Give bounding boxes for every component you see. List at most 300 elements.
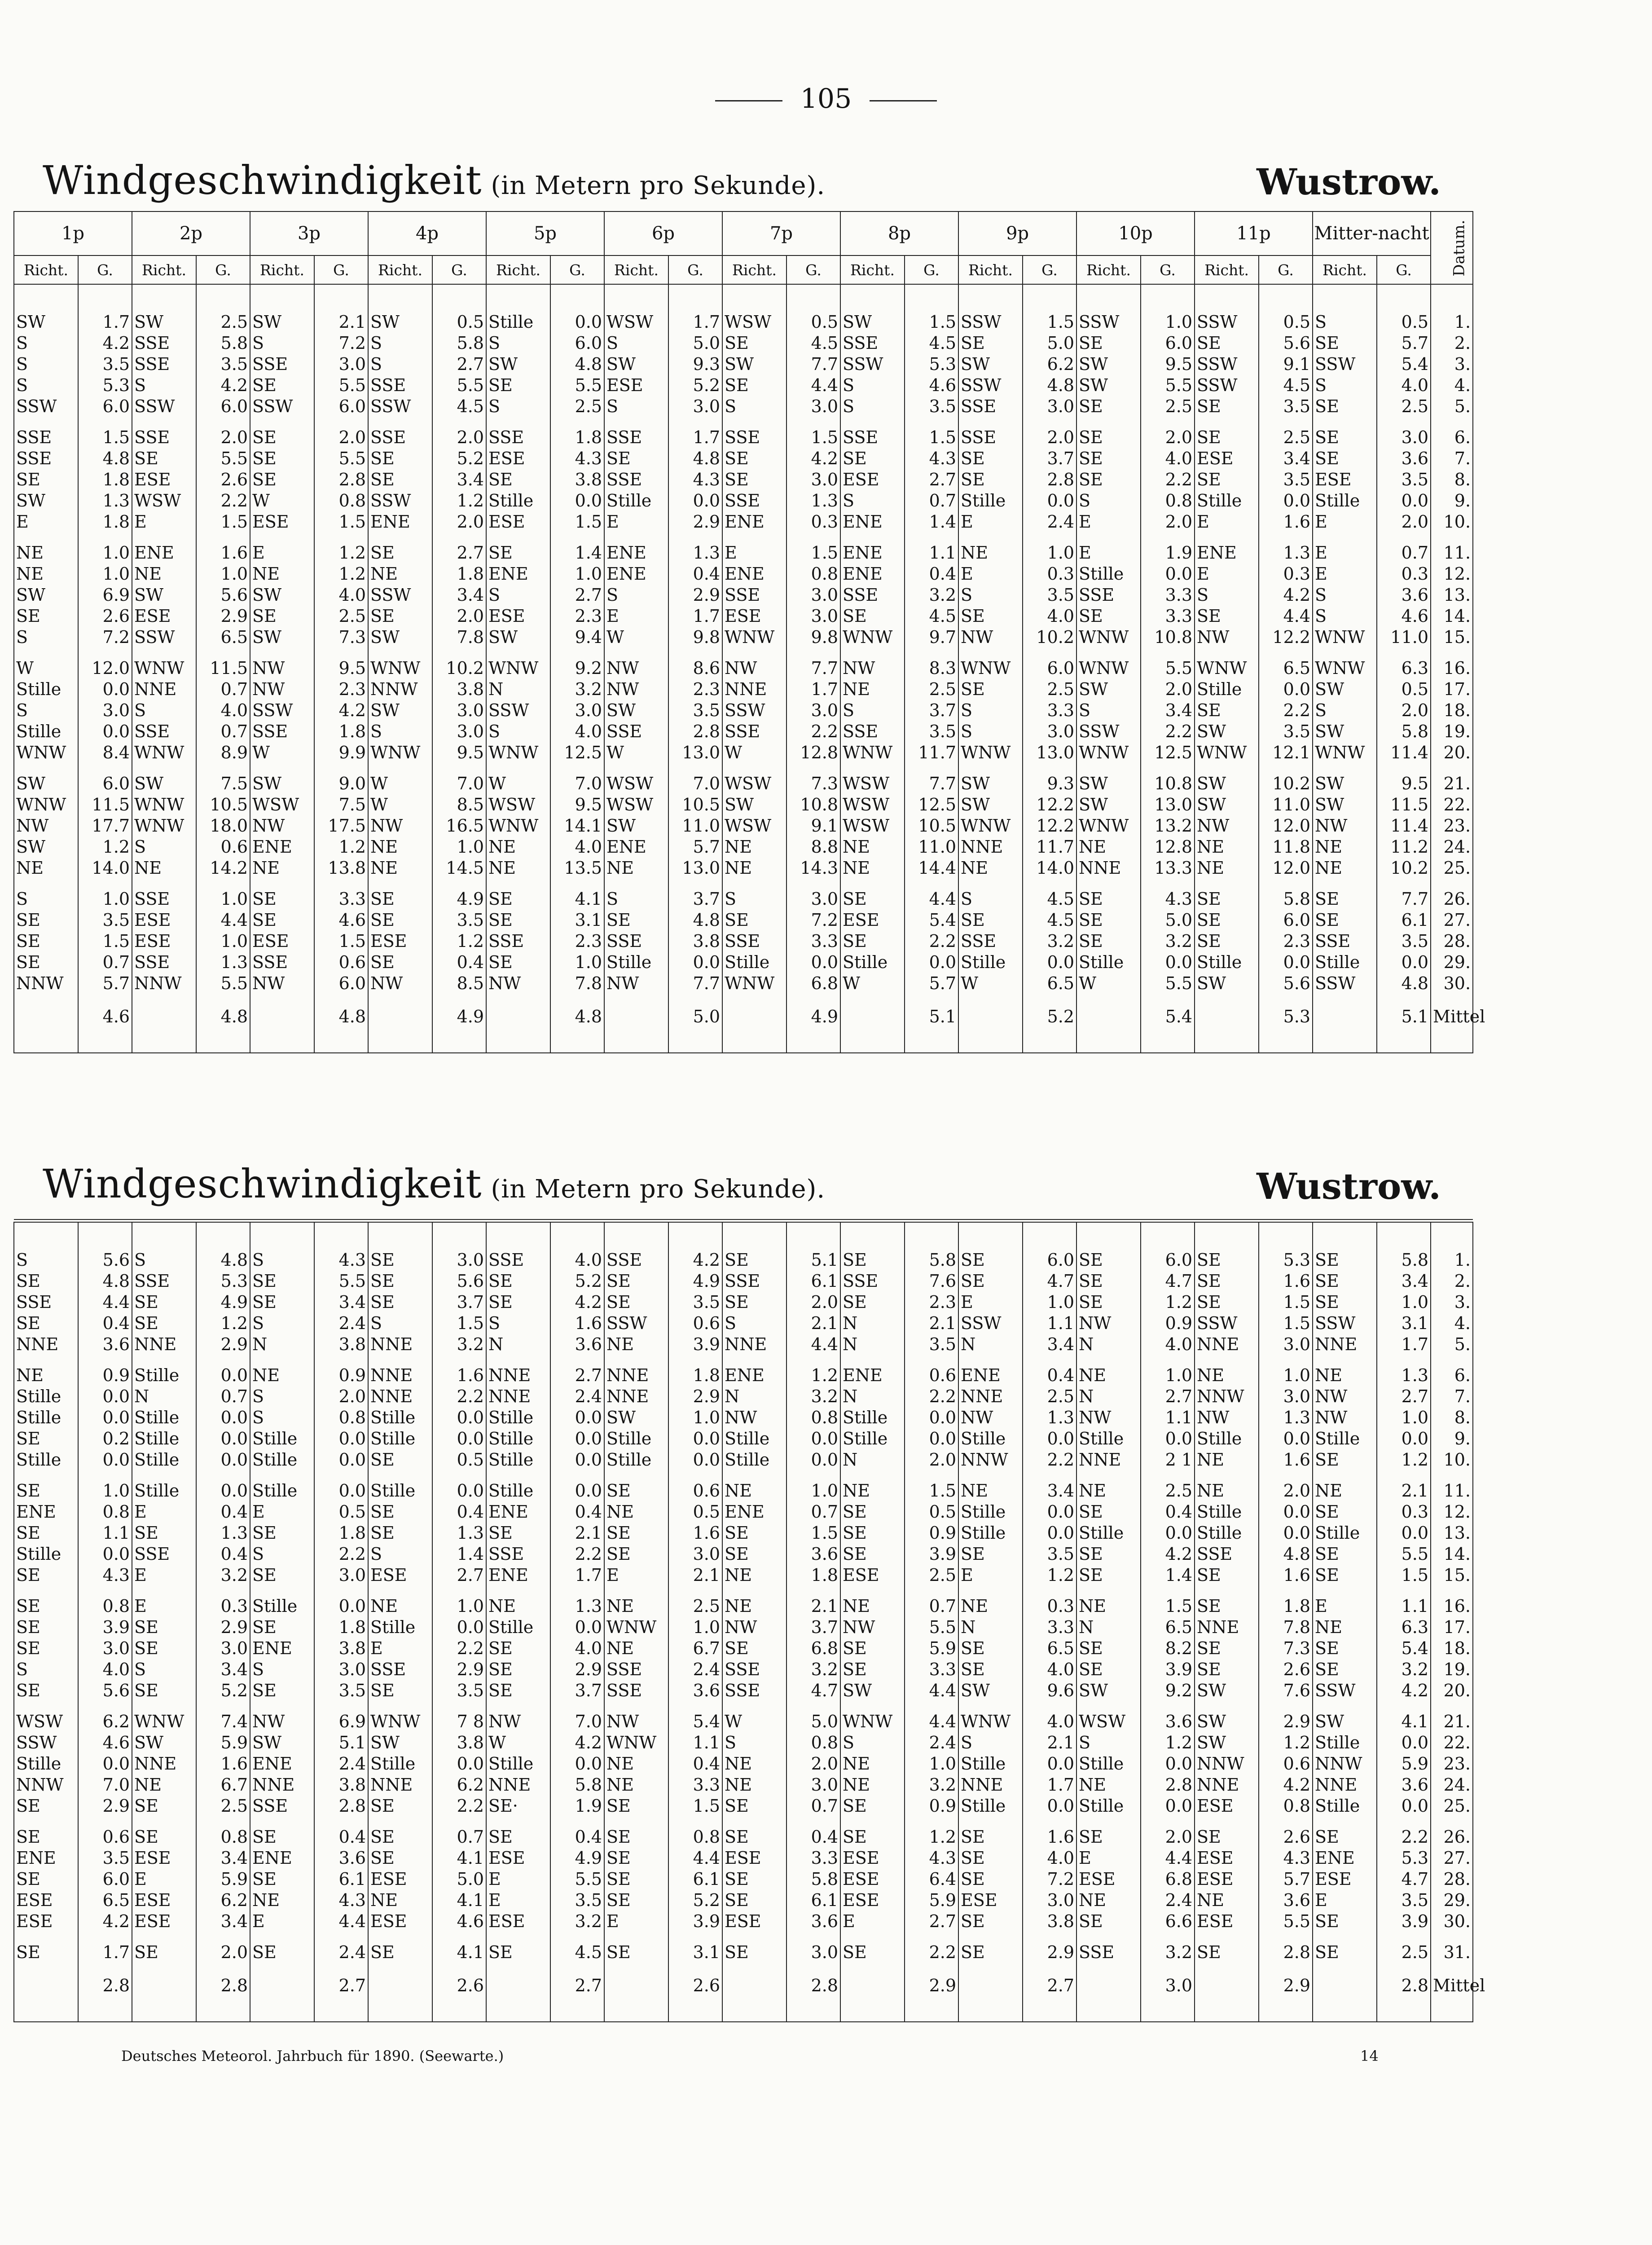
wind-direction: SE (722, 1942, 786, 1963)
wind-direction: NE (722, 858, 786, 879)
wind-direction: Stille (486, 1480, 550, 1501)
wind-direction: SE (368, 1271, 432, 1292)
wind-direction: NNE (368, 1365, 432, 1386)
wind-direction: WNW (1076, 815, 1141, 836)
wind-speed: 5.7 (1377, 333, 1431, 354)
wind-speed: 0.3 (1023, 563, 1076, 585)
wind-speed: 0.7 (196, 679, 250, 700)
wind-direction: ESE (132, 606, 196, 627)
wind-speed: 3.1 (550, 910, 604, 931)
wind-speed: 3.0 (786, 585, 840, 606)
wind-direction: ENE (14, 1501, 78, 1523)
wind-speed: 3.4 (196, 1659, 250, 1680)
date-cell: 31. (1431, 1942, 1473, 1963)
wind-speed: 2.1 (668, 1565, 722, 1586)
wind-speed: 3.5 (432, 910, 486, 931)
wind-direction: SSW (722, 700, 786, 721)
wind-speed: 5.5 (1259, 1911, 1313, 1932)
wind-direction: NW (1313, 815, 1377, 836)
wind-speed: 2.7 (905, 469, 958, 490)
wind-speed: 1.0 (196, 563, 250, 585)
wind-direction: SE (368, 542, 432, 563)
date-cell: 4. (1431, 375, 1473, 396)
wind-speed: 6.5 (196, 627, 250, 648)
table-row (14, 973, 1473, 994)
wind-direction: SE (250, 1565, 314, 1586)
wind-speed: 3.6 (1377, 1774, 1431, 1796)
wind-direction: ESE (250, 931, 314, 952)
wind-direction: SW (368, 627, 432, 648)
wind-speed: 3.5 (1259, 396, 1313, 417)
wind-speed: 2.9 (1259, 1711, 1313, 1732)
date-cell: 24. (1431, 1774, 1473, 1796)
wind-direction: SE (722, 1638, 786, 1659)
wind-speed: 6.0 (314, 396, 368, 417)
mittel-value: 4.9 (786, 994, 840, 1039)
table1-title: Windgeschwindigkeit (in Metern pro Sekunde). (43, 157, 826, 203)
wind-direction: SE (132, 1313, 196, 1334)
wind-direction: SW (14, 490, 78, 511)
wind-direction: WNW (1195, 742, 1259, 763)
wind-speed: 3.2 (905, 1774, 958, 1796)
mittel-value: 5.0 (668, 994, 722, 1039)
wind-direction: SSE (722, 1271, 786, 1292)
wind-direction: SE (14, 1869, 78, 1890)
wind-speed: 7.3 (786, 773, 840, 794)
wind-direction: WNW (132, 1711, 196, 1732)
wind-direction: NNE (1195, 1774, 1259, 1796)
wind-speed: 2.4 (314, 1313, 368, 1334)
wind-direction: ESE (840, 469, 905, 490)
wind-direction: SE (840, 1501, 905, 1523)
wind-direction: SE (486, 910, 550, 931)
date-cell: 2. (1431, 1271, 1473, 1292)
wind-speed: 12.5 (905, 794, 958, 815)
wind-direction: SSW (368, 585, 432, 606)
wind-direction: Stille (132, 1449, 196, 1470)
wind-direction: Stille (1195, 679, 1259, 700)
table-row (14, 858, 1473, 879)
wind-speed: 4.1 (432, 1942, 486, 1963)
date-cell: 1. (1431, 1250, 1473, 1271)
wind-speed: 9.6 (1023, 1680, 1076, 1701)
wind-direction: NW (604, 1711, 668, 1732)
wind-direction: Stille (486, 490, 550, 511)
wind-direction: SE (1195, 1271, 1259, 1292)
wind-direction: SE (958, 606, 1023, 627)
wind-speed: 4.7 (1023, 1271, 1076, 1292)
wind-direction: NE (958, 542, 1023, 563)
wind-speed: 1.5 (668, 1796, 722, 1817)
wind-speed: 4.8 (1023, 375, 1076, 396)
wind-direction: SE (840, 448, 905, 469)
wind-speed: 2.1 (905, 1313, 958, 1334)
wind-direction: S (722, 1313, 786, 1334)
wind-speed: 0.0 (78, 721, 132, 742)
wind-direction: SW (250, 1732, 314, 1753)
group-gap (14, 417, 1473, 427)
wind-direction: ENE (840, 542, 905, 563)
wind-speed: 7.4 (196, 1711, 250, 1732)
wind-speed: 2.0 (1141, 679, 1195, 700)
wind-direction: Stille (840, 1428, 905, 1449)
table-row (14, 889, 1473, 910)
wind-direction: E (1076, 1848, 1141, 1869)
hour-header: 6p (604, 211, 722, 255)
wind-direction: NW (1076, 1407, 1141, 1428)
wind-speed: 5.4 (1377, 354, 1431, 375)
wind-direction: WSW (722, 312, 786, 333)
wind-direction: SW (250, 627, 314, 648)
wind-direction: SE (840, 1544, 905, 1565)
wind-direction: SE (604, 1523, 668, 1544)
wind-direction: SE (250, 448, 314, 469)
wind-speed: 3.0 (786, 469, 840, 490)
wind-speed: 9.7 (905, 627, 958, 648)
wind-direction: W (486, 1732, 550, 1753)
wind-direction: SE (604, 1942, 668, 1963)
wind-speed: 2.7 (1377, 1386, 1431, 1407)
wind-direction: SE (604, 1796, 668, 1817)
wind-speed: 11.0 (1259, 794, 1313, 815)
wind-direction: SSE (486, 1250, 550, 1271)
wind-speed: 7.6 (1259, 1680, 1313, 1701)
g-header: G. (432, 255, 486, 284)
wind-speed: 1.2 (78, 836, 132, 858)
wind-speed: 6.3 (1377, 1617, 1431, 1638)
wind-direction: SW (722, 354, 786, 375)
wind-direction: SE (14, 910, 78, 931)
wind-direction: Stille (1076, 563, 1141, 585)
wind-direction: SW (1195, 773, 1259, 794)
wind-direction: S (840, 700, 905, 721)
wind-speed: 1.3 (1259, 1407, 1313, 1428)
wind-direction: SSE (604, 1680, 668, 1701)
wind-direction: NE (250, 1365, 314, 1386)
wind-speed: 6.2 (1023, 354, 1076, 375)
wind-speed: 0.0 (1259, 1523, 1313, 1544)
wind-speed: 4.8 (668, 910, 722, 931)
wind-speed: 4.5 (786, 333, 840, 354)
wind-direction: SE (722, 1796, 786, 1817)
wind-direction: Stille (486, 312, 550, 333)
wind-direction: SW (840, 312, 905, 333)
wind-speed: 6.6 (1141, 1911, 1195, 1932)
wind-direction: NNE (14, 1334, 78, 1355)
group-gap (14, 1932, 1473, 1942)
table2-station: Wustrow. (1257, 1165, 1441, 1207)
wind-speed: 3.2 (196, 1565, 250, 1586)
wind-direction: E (1313, 511, 1377, 533)
wind-speed: 5.9 (905, 1890, 958, 1911)
wind-speed: 0.0 (78, 679, 132, 700)
wind-direction: S (486, 585, 550, 606)
date-cell: 10. (1431, 511, 1473, 533)
wind-speed: 4.3 (905, 1848, 958, 1869)
table-row (14, 952, 1473, 973)
wind-speed: 2.9 (668, 511, 722, 533)
wind-direction: NE (840, 1774, 905, 1796)
wind-direction: Stille (14, 721, 78, 742)
wind-speed: 4.2 (786, 448, 840, 469)
wind-speed: 4.3 (905, 448, 958, 469)
wind-speed: 4.9 (668, 1271, 722, 1292)
wind-speed: 0.0 (550, 1480, 604, 1501)
wind-direction: Stille (132, 1480, 196, 1501)
wind-direction: SE (132, 1796, 196, 1817)
wind-speed: 9.5 (432, 742, 486, 763)
wind-speed: 10.8 (786, 794, 840, 815)
g-header: G. (196, 255, 250, 284)
wind-direction: SE (368, 1501, 432, 1523)
wind-speed: 5.1 (314, 1732, 368, 1753)
wind-direction: SE (958, 1638, 1023, 1659)
wind-speed: 13.5 (550, 858, 604, 879)
wind-speed: 3.2 (1141, 1942, 1195, 1963)
wind-direction: SW (132, 585, 196, 606)
wind-speed: 0.6 (668, 1480, 722, 1501)
wind-direction: SSE (604, 427, 668, 448)
wind-direction: ESE (840, 1848, 905, 1869)
date-cell: 9. (1431, 1428, 1473, 1449)
mittel-value: 2.7 (1023, 1963, 1076, 2008)
wind-speed: 4.0 (550, 1250, 604, 1271)
wind-direction: WNW (840, 742, 905, 763)
date-cell: 27. (1431, 1848, 1473, 1869)
wind-speed: 1.2 (196, 1313, 250, 1334)
wind-speed: 1.3 (1023, 1407, 1076, 1428)
wind-speed: 0.8 (786, 1407, 840, 1428)
wind-direction: SSE (604, 469, 668, 490)
wind-speed: 6.9 (78, 585, 132, 606)
wind-speed: 14.2 (196, 858, 250, 879)
wind-direction: NNE (722, 679, 786, 700)
wind-direction: SE (14, 931, 78, 952)
wind-direction: E (1313, 563, 1377, 585)
wind-direction: NNW (14, 973, 78, 994)
wind-direction: S (14, 375, 78, 396)
wind-speed: 2.4 (668, 1659, 722, 1680)
wind-direction: SSE (486, 931, 550, 952)
wind-direction: SE (1195, 1292, 1259, 1313)
wind-speed: 0.5 (432, 312, 486, 333)
wind-direction: SSW (840, 354, 905, 375)
wind-direction: W (958, 973, 1023, 994)
wind-direction: N (840, 1386, 905, 1407)
wind-speed: 0.7 (78, 952, 132, 973)
wind-speed: 5.4 (905, 910, 958, 931)
wind-speed: 2.2 (905, 1386, 958, 1407)
wind-speed: 0.6 (905, 1365, 958, 1386)
wind-direction: SSW (958, 375, 1023, 396)
wind-speed: 8.4 (78, 742, 132, 763)
wind-direction: Stille (604, 490, 668, 511)
wind-speed: 4.6 (78, 1732, 132, 1753)
g-header: G. (314, 255, 368, 284)
wind-speed: 6.1 (668, 1869, 722, 1890)
wind-direction: S (132, 1250, 196, 1271)
wind-speed: 2.3 (550, 606, 604, 627)
wind-speed: 2.6 (1259, 1827, 1313, 1848)
wind-direction: Stille (250, 1449, 314, 1470)
wind-direction: SE (1195, 469, 1259, 490)
wind-direction: SE (1195, 889, 1259, 910)
wind-direction: SSE (722, 427, 786, 448)
wind-direction: SSE (840, 427, 905, 448)
wind-direction: W (368, 794, 432, 815)
wind-direction: SE (250, 1271, 314, 1292)
wind-direction: S (132, 375, 196, 396)
wind-direction: WNW (1076, 742, 1141, 763)
wind-speed: 1.3 (196, 1523, 250, 1544)
wind-speed: 3.0 (1259, 1386, 1313, 1407)
wind-direction: ESE (1195, 1796, 1259, 1817)
richt-header: Richt. (1076, 255, 1141, 284)
wind-speed: 7.0 (550, 1711, 604, 1732)
wind-direction: ESE (840, 1565, 905, 1586)
wind-speed: 3.4 (1141, 700, 1195, 721)
wind-speed: 12.0 (1259, 858, 1313, 879)
date-cell: 25. (1431, 1796, 1473, 1817)
wind-speed: 0.0 (668, 1449, 722, 1470)
group-gap (14, 1355, 1473, 1365)
wind-speed: 0.4 (196, 1544, 250, 1565)
wind-direction: SSE (368, 427, 432, 448)
mittel-value: 2.8 (1377, 1963, 1431, 2008)
wind-speed: 1.2 (432, 490, 486, 511)
wind-speed: 2.1 (786, 1313, 840, 1334)
wind-direction: Stille (368, 1753, 432, 1774)
wind-speed: 11.0 (905, 836, 958, 858)
wind-direction: SE (250, 606, 314, 627)
wind-direction: SSW (958, 1313, 1023, 1334)
wind-speed: 6.9 (314, 1711, 368, 1732)
wind-speed: 2.0 (432, 606, 486, 627)
wind-speed: 3.6 (1377, 448, 1431, 469)
wind-speed: 0.8 (786, 563, 840, 585)
wind-direction: NE (368, 563, 432, 585)
wind-direction: WNW (132, 742, 196, 763)
date-cell: 17. (1431, 1617, 1473, 1638)
date-cell: 19. (1431, 721, 1473, 742)
wind-direction: SSW (1195, 312, 1259, 333)
wind-direction: WNW (1313, 742, 1377, 763)
wind-speed: 0.0 (1023, 1428, 1076, 1449)
wind-speed: 1.8 (314, 721, 368, 742)
wind-direction: SW (14, 836, 78, 858)
wind-direction: Stille (1076, 1753, 1141, 1774)
wind-direction: E (250, 542, 314, 563)
wind-direction: Stille (486, 1407, 550, 1428)
wind-speed: 0.5 (1377, 312, 1431, 333)
date-cell: 9. (1431, 490, 1473, 511)
date-cell: 10. (1431, 1449, 1473, 1470)
wind-speed: 0.0 (196, 1449, 250, 1470)
wind-direction: W (722, 1711, 786, 1732)
wind-direction: S (250, 1386, 314, 1407)
wind-direction: E (14, 511, 78, 533)
wind-direction: NE (722, 1596, 786, 1617)
wind-direction: WNW (604, 1732, 668, 1753)
wind-speed: 0.4 (432, 1501, 486, 1523)
wind-speed: 0.5 (786, 312, 840, 333)
wind-direction: E (486, 1869, 550, 1890)
wind-speed: 1.2 (1377, 1449, 1431, 1470)
wind-speed: 14.0 (1023, 858, 1076, 879)
wind-speed: 3.5 (668, 1292, 722, 1313)
wind-direction: SE (486, 1271, 550, 1292)
wind-speed: 12.2 (1259, 627, 1313, 648)
wind-speed: 4.9 (550, 1848, 604, 1869)
wind-speed: 4.5 (905, 606, 958, 627)
wind-direction: NE (132, 1774, 196, 1796)
wind-speed: 14.1 (550, 815, 604, 836)
wind-speed: 0.5 (432, 1449, 486, 1470)
wind-speed: 2.2 (1377, 1827, 1431, 1848)
wind-direction: ENE (840, 1365, 905, 1386)
wind-direction: ESE (132, 931, 196, 952)
table-row (14, 396, 1473, 417)
wind-direction: SE (486, 952, 550, 973)
wind-speed: 3.8 (668, 931, 722, 952)
wind-speed: 1.5 (786, 427, 840, 448)
wind-direction: SE (722, 910, 786, 931)
wind-direction: SW (368, 312, 432, 333)
wind-speed: 2.2 (1259, 700, 1313, 721)
wind-speed: 1.2 (786, 1365, 840, 1386)
date-cell: 29. (1431, 1890, 1473, 1911)
wind-speed: 2.7 (1141, 1386, 1195, 1407)
g-header: G. (905, 255, 958, 284)
wind-direction: NW (250, 973, 314, 994)
richt-header: Richt. (368, 255, 432, 284)
wind-direction: S (14, 1659, 78, 1680)
wind-direction: Stille (486, 1617, 550, 1638)
wind-speed: 0.0 (550, 1617, 604, 1638)
wind-direction: NNE (1195, 1617, 1259, 1638)
wind-speed: 9.5 (314, 658, 368, 679)
wind-direction: NE (604, 1501, 668, 1523)
wind-direction: NE (368, 1596, 432, 1617)
date-cell: 6. (1431, 1365, 1473, 1386)
wind-speed: 4.4 (196, 910, 250, 931)
wind-speed: 0.0 (550, 312, 604, 333)
wind-speed: 3.8 (432, 679, 486, 700)
wind-speed: 1.0 (550, 563, 604, 585)
wind-speed: 6.0 (314, 973, 368, 994)
wind-speed: 4.4 (905, 889, 958, 910)
wind-speed: 3.3 (1023, 1617, 1076, 1638)
wind-speed: 5.8 (905, 1250, 958, 1271)
wind-direction: SSW (132, 627, 196, 648)
wind-direction: SE (250, 375, 314, 396)
wind-speed: 9.8 (786, 627, 840, 648)
wind-direction: NNE (958, 836, 1023, 858)
wind-direction: NE (840, 1753, 905, 1774)
wind-speed: 3.3 (905, 1659, 958, 1680)
wind-speed: 2.9 (432, 1659, 486, 1680)
wind-speed: 2.9 (78, 1796, 132, 1817)
mittel-value: 3.0 (1141, 1963, 1195, 2008)
wind-speed: 1.8 (786, 1565, 840, 1586)
wind-direction: ESE (486, 1848, 550, 1869)
wind-speed: 6.8 (786, 1638, 840, 1659)
wind-speed: 0.7 (1377, 542, 1431, 563)
wind-speed: 3.8 (314, 1638, 368, 1659)
wind-direction: SE (486, 469, 550, 490)
wind-speed: 4.3 (314, 1890, 368, 1911)
table-row (14, 1449, 1473, 1470)
